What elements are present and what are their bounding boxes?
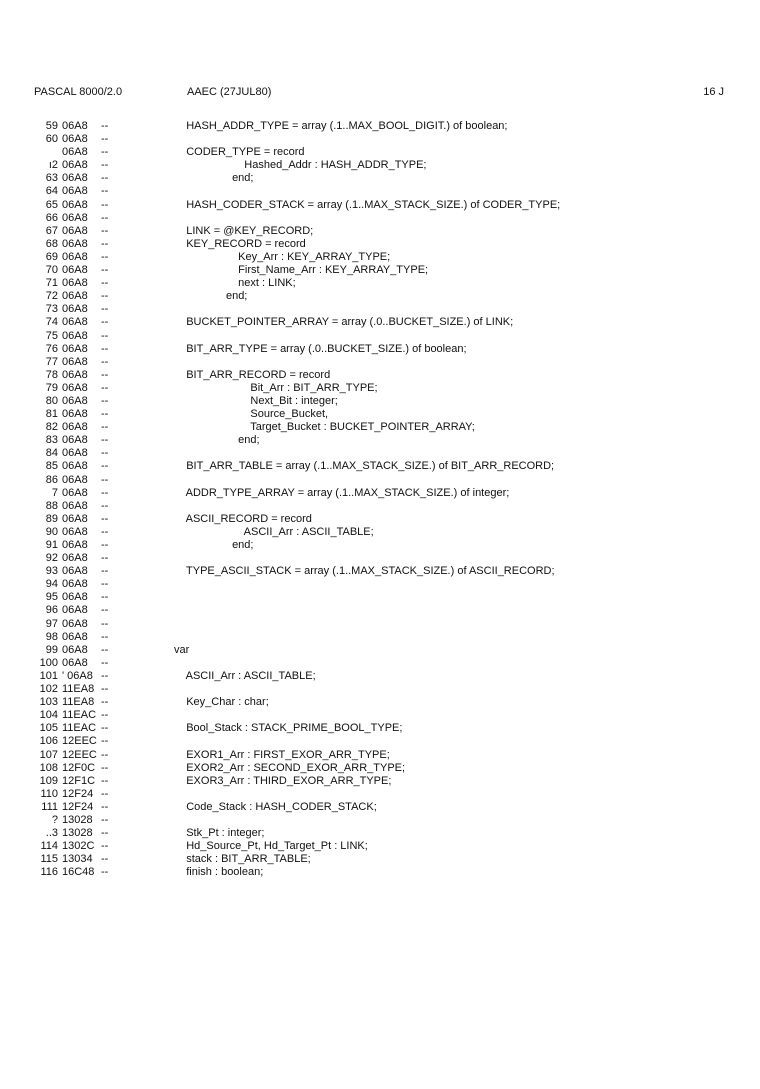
line-number: 69	[45, 250, 58, 263]
line-marker: --	[101, 709, 109, 722]
listing-line	[0, 146, 760, 159]
address: 06A8	[62, 499, 88, 512]
line-number: 71	[45, 277, 58, 290]
listing-line	[0, 330, 760, 343]
source-code: EXOR2_Arr : SECOND_EXOR_ARR_TYPE;	[174, 761, 406, 774]
source-code: Key_Char : char;	[174, 696, 269, 709]
address: 06A8	[62, 198, 88, 211]
address: 06A8	[62, 185, 88, 198]
line-number: 79	[45, 381, 58, 394]
line-number: 86	[45, 473, 58, 486]
source-listing	[0, 120, 760, 879]
line-marker: --	[101, 303, 109, 316]
line-marker: --	[101, 696, 109, 709]
line-marker: --	[101, 316, 109, 329]
source-code: HASH_CODER_STACK = array (.1..MAX_STACK_SIZE.) of CODER_TYPE;	[174, 198, 561, 211]
address: 06A8	[62, 250, 88, 263]
line-number: 107	[39, 748, 58, 761]
source-code: var	[174, 643, 190, 656]
line-marker: --	[101, 787, 109, 800]
source-code: Target_Bucket : BUCKET_POINTER_ARRAY;	[174, 421, 475, 434]
source-code: ASCII_Arr : ASCII_TABLE;	[174, 669, 316, 682]
source-code: EXOR3_Arr : THIRD_EXOR_ARR_TYPE;	[174, 774, 392, 787]
line-number: 88	[45, 499, 58, 512]
line-marker: --	[101, 250, 109, 263]
line-number: 73	[45, 303, 58, 316]
listing-line	[0, 500, 760, 513]
line-marker: --	[101, 722, 109, 735]
address: 06A8	[62, 290, 88, 303]
address: 06A8	[62, 473, 88, 486]
line-number: 97	[45, 617, 58, 630]
listing-line	[0, 565, 760, 578]
listing-line	[0, 225, 760, 238]
line-marker: --	[101, 394, 109, 407]
address: 06A8	[62, 486, 88, 499]
source-code: next : LINK;	[174, 277, 296, 290]
line-marker: --	[101, 264, 109, 277]
address: 06A8	[62, 264, 88, 277]
listing-line	[0, 369, 760, 382]
source-code: First_Name_Arr : KEY_ARRAY_TYPE;	[174, 264, 429, 277]
listing-line	[0, 460, 760, 473]
line-number: 66	[45, 211, 58, 224]
line-marker: --	[101, 735, 109, 748]
address: 06A8	[62, 434, 88, 447]
source-code: Bool_Stack : STACK_PRIME_BOOL_TYPE;	[174, 722, 403, 735]
line-marker: --	[101, 473, 109, 486]
listing-header	[34, 86, 724, 102]
line-marker: --	[101, 552, 109, 565]
address: 1302C	[62, 840, 95, 853]
line-number: 80	[45, 394, 58, 407]
listing-line	[0, 303, 760, 316]
line-marker: --	[101, 421, 109, 434]
listing-line	[0, 264, 760, 277]
address: 06A8	[62, 552, 88, 565]
source-code: end;	[174, 539, 254, 551]
listing-line	[0, 343, 760, 356]
source-code: CODER_TYPE = record	[174, 146, 305, 159]
line-number: 72	[45, 290, 58, 303]
listing-line	[0, 814, 760, 827]
listing-line	[0, 539, 760, 552]
source-code: Source_Bucket,	[174, 408, 329, 421]
line-marker: --	[101, 211, 109, 224]
line-number: 68	[45, 237, 58, 250]
line-marker: --	[101, 539, 109, 551]
source-code: Stk_Pt : integer;	[174, 827, 265, 840]
listing-line	[0, 591, 760, 604]
line-number: 76	[45, 342, 58, 355]
listing-line	[0, 552, 760, 565]
address: 13028	[62, 813, 93, 826]
address: 12F0C	[62, 761, 96, 774]
source-code: BIT_ARR_RECORD = record	[174, 368, 331, 381]
listing-line	[0, 408, 760, 421]
line-marker: --	[101, 800, 109, 813]
line-number: ..3	[45, 827, 58, 840]
listing-line	[0, 696, 760, 709]
address: 06A8	[62, 630, 88, 643]
address: 06A8	[62, 578, 88, 591]
address: 06A8	[62, 539, 88, 551]
line-number: 108	[39, 761, 58, 774]
listing-line	[0, 159, 760, 172]
address: 06A8	[62, 643, 88, 656]
address: 11EA8	[62, 696, 95, 709]
listing-line	[0, 513, 760, 526]
line-marker: --	[101, 866, 109, 879]
listing-line	[0, 526, 760, 539]
listing-line	[0, 212, 760, 225]
source-code: Next_Bit : integer;	[174, 394, 338, 407]
address: 06A8	[62, 604, 88, 617]
listing-line	[0, 788, 760, 801]
listing-line	[0, 133, 760, 146]
line-marker: --	[101, 656, 109, 669]
source-code: BIT_ARR_TYPE = array (.0..BUCKET_SIZE.) of boolean;	[174, 342, 467, 355]
source-code: TYPE_ASCII_STACK = array (.1..MAX_STACK_SIZE.) of ASCII_RECORD;	[174, 565, 555, 578]
line-marker: --	[101, 368, 109, 381]
address: 12F24	[62, 800, 94, 813]
line-number: 94	[45, 578, 58, 591]
address: 06A8	[62, 381, 88, 394]
address: 06A8	[62, 224, 88, 237]
listing-line	[0, 251, 760, 264]
listing-line	[0, 382, 760, 395]
address: 06A8	[62, 512, 88, 525]
address: 06A8	[62, 133, 88, 146]
source-code: end;	[174, 434, 260, 447]
line-number: 89	[45, 512, 58, 525]
address: 06A8	[62, 277, 88, 290]
address: 06A8	[62, 394, 88, 407]
source-code: finish : boolean;	[174, 866, 264, 879]
source-code: KEY_RECORD = record	[174, 237, 306, 250]
listing-line	[0, 395, 760, 408]
line-marker: --	[101, 643, 109, 656]
line-marker: --	[101, 840, 109, 853]
line-marker: --	[101, 290, 109, 303]
address: 06A8	[62, 421, 88, 434]
line-number: 105	[39, 722, 58, 735]
listing-line	[0, 631, 760, 644]
page-number: 16 J	[703, 86, 724, 98]
line-number: 81	[45, 408, 58, 421]
line-marker: --	[101, 133, 109, 146]
source-code: HASH_ADDR_TYPE = array (.1..MAX_BOOL_DIGIT.) of boolean;	[174, 120, 508, 132]
line-number: 83	[45, 434, 58, 447]
address: 12F1C	[62, 774, 96, 787]
address: ' 06A8	[62, 669, 93, 682]
line-marker: --	[101, 853, 109, 866]
line-number: 67	[45, 224, 58, 237]
address: 06A8	[62, 460, 88, 473]
address: 06A8	[62, 172, 88, 185]
line-marker: --	[101, 813, 109, 826]
listing-line	[0, 762, 760, 775]
source-code: ASCII_Arr : ASCII_TABLE;	[174, 525, 374, 538]
listing-line	[0, 421, 760, 434]
compiler-version: PASCAL 8000/2.0	[34, 86, 123, 98]
line-marker: --	[101, 159, 109, 172]
source-code: BUCKET_POINTER_ARRAY = array (.0..BUCKET_SIZE.) of LINK;	[174, 316, 514, 329]
listing-line	[0, 670, 760, 683]
line-marker: --	[101, 683, 109, 696]
line-marker: --	[101, 669, 109, 682]
line-number: 75	[45, 329, 58, 342]
address: 06A8	[62, 355, 88, 368]
line-marker: --	[101, 381, 109, 394]
listing-line	[0, 238, 760, 251]
source-code: ADDR_TYPE_ARRAY = array (.1..MAX_STACK_SIZE.) of integer;	[174, 486, 510, 499]
address: 06A8	[62, 120, 88, 132]
listing-line	[0, 683, 760, 696]
listing-line	[0, 290, 760, 303]
listing-line	[0, 722, 760, 735]
address: 12EEC	[62, 748, 97, 761]
listing-line	[0, 277, 760, 290]
address: 11EA8	[62, 683, 95, 696]
line-number: 77	[45, 355, 58, 368]
listing-line	[0, 709, 760, 722]
line-marker: --	[101, 408, 109, 421]
line-number: 74	[45, 316, 58, 329]
listing-line	[0, 199, 760, 212]
line-number: 95	[45, 591, 58, 604]
line-marker: --	[101, 198, 109, 211]
source-code: Hashed_Addr : HASH_ADDR_TYPE;	[174, 159, 427, 172]
source-code: stack : BIT_ARR_TABLE;	[174, 853, 311, 866]
address: 06A8	[62, 408, 88, 421]
listing-line	[0, 853, 760, 866]
address: 06A8	[62, 342, 88, 355]
line-marker: --	[101, 499, 109, 512]
line-marker: --	[101, 512, 109, 525]
line-marker: --	[101, 329, 109, 342]
line-number: 96	[45, 604, 58, 617]
address: 06A8	[62, 591, 88, 604]
address: 06A8	[62, 617, 88, 630]
line-number: 7	[51, 486, 58, 499]
line-number: 106	[39, 735, 58, 748]
address: 06A8	[62, 368, 88, 381]
listing-line	[0, 474, 760, 487]
listing-line	[0, 801, 760, 814]
line-number: 102	[39, 683, 58, 696]
line-number: ?	[51, 813, 58, 826]
line-marker: --	[101, 827, 109, 840]
line-number: ı2	[48, 159, 58, 172]
line-marker: --	[101, 355, 109, 368]
line-number: 114	[40, 840, 58, 853]
line-marker: --	[101, 591, 109, 604]
line-number: 111	[41, 800, 58, 813]
line-marker: --	[101, 277, 109, 290]
address: 06A8	[62, 656, 88, 669]
listing-line	[0, 356, 760, 369]
address: 13028	[62, 827, 93, 840]
line-marker: --	[101, 578, 109, 591]
line-marker: --	[101, 525, 109, 538]
line-number: 110	[40, 787, 58, 800]
line-marker: --	[101, 460, 109, 473]
listing-line	[0, 487, 760, 500]
source-code: LINK = @KEY_RECORD;	[174, 224, 314, 237]
listing-line	[0, 604, 760, 617]
listing-line	[0, 434, 760, 447]
line-marker: --	[101, 447, 109, 460]
source-code: BIT_ARR_TABLE = array (.1..MAX_STACK_SIZE.) of BIT_ARR_RECORD;	[174, 460, 555, 473]
source-code: Code_Stack : HASH_CODER_STACK;	[174, 800, 377, 813]
line-number: 101	[39, 669, 58, 682]
line-number: 91	[45, 539, 58, 551]
line-number: 116	[40, 866, 58, 879]
address: 06A8	[62, 211, 88, 224]
line-marker: --	[101, 185, 109, 198]
line-number: 63	[45, 172, 58, 185]
line-marker: --	[101, 486, 109, 499]
line-number: 93	[45, 565, 58, 578]
address: 16C48	[62, 866, 95, 879]
line-number: 109	[39, 774, 58, 787]
listing-line	[0, 657, 760, 670]
address: 06A8	[62, 525, 88, 538]
address: 12EEC	[62, 735, 97, 748]
listing-line	[0, 618, 760, 631]
address: 06A8	[62, 565, 88, 578]
line-number: 59	[45, 120, 58, 132]
line-number: 65	[45, 198, 58, 211]
line-number: 115	[40, 853, 58, 866]
line-marker: --	[101, 342, 109, 355]
address: 06A8	[62, 146, 88, 159]
line-number: 84	[45, 447, 58, 460]
line-number: 85	[45, 460, 58, 473]
listing-line	[0, 644, 760, 657]
source-code: Bit_Arr : BIT_ARR_TYPE;	[174, 381, 378, 394]
address: 06A8	[62, 316, 88, 329]
address: 13034	[62, 853, 93, 866]
line-number: 90	[45, 525, 58, 538]
listing-line	[0, 827, 760, 840]
line-marker: --	[101, 224, 109, 237]
line-marker: --	[101, 761, 109, 774]
listing-line	[0, 866, 760, 879]
address: 11EAC	[62, 722, 97, 735]
listing-line	[0, 840, 760, 853]
source-code: EXOR1_Arr : FIRST_EXOR_ARR_TYPE;	[174, 748, 390, 761]
address: 06A8	[62, 329, 88, 342]
line-number: 92	[45, 552, 58, 565]
line-marker: --	[101, 565, 109, 578]
listing-line	[0, 775, 760, 788]
address: 06A8	[62, 159, 88, 172]
line-marker: --	[101, 434, 109, 447]
listing-line	[0, 578, 760, 591]
line-marker: --	[101, 172, 109, 185]
listing-line	[0, 185, 760, 198]
address: 06A8	[62, 303, 88, 316]
line-marker: --	[101, 774, 109, 787]
listing-line	[0, 735, 760, 748]
line-number: 60	[45, 133, 58, 146]
line-marker: --	[101, 630, 109, 643]
listing-line	[0, 447, 760, 460]
listing-line	[0, 316, 760, 329]
listing-line	[0, 172, 760, 185]
listing-line	[0, 120, 760, 133]
line-marker: --	[101, 120, 109, 132]
address: 06A8	[62, 237, 88, 250]
line-marker: --	[101, 617, 109, 630]
line-number: 98	[45, 630, 58, 643]
line-marker: --	[101, 237, 109, 250]
line-number: 104	[39, 709, 58, 722]
source-id: AAEC (27JUL80)	[187, 86, 272, 98]
source-code: end;	[174, 290, 248, 303]
source-code: Key_Arr : KEY_ARRAY_TYPE;	[174, 250, 391, 263]
line-number: 64	[45, 185, 58, 198]
source-code: Hd_Source_Pt, Hd_Target_Pt : LINK;	[174, 840, 368, 853]
line-number: 78	[45, 368, 58, 381]
line-number: 70	[45, 264, 58, 277]
source-code: end;	[174, 172, 254, 185]
address: 11EAC	[62, 709, 97, 722]
line-number: 100	[39, 656, 58, 669]
line-marker: --	[101, 146, 109, 159]
line-marker: --	[101, 604, 109, 617]
line-marker: --	[101, 748, 109, 761]
line-number: 103	[39, 696, 58, 709]
source-code: ASCII_RECORD = record	[174, 512, 312, 525]
address: 12F24	[62, 787, 94, 800]
line-number: 99	[45, 643, 58, 656]
address: 06A8	[62, 447, 88, 460]
line-number: 82	[45, 421, 58, 434]
listing-line	[0, 749, 760, 762]
